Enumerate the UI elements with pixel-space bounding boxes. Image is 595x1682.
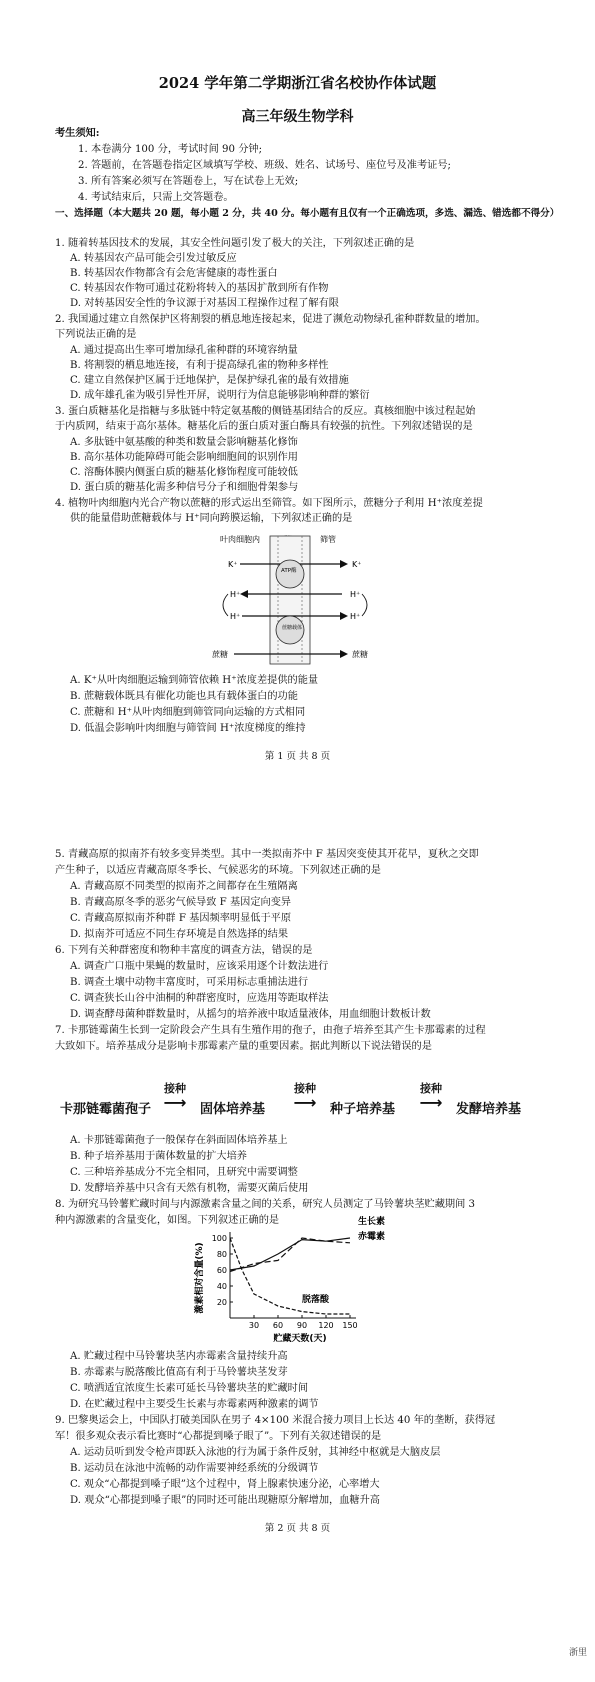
series-label: 赤霉素 (358, 1231, 386, 1242)
q6-stem: 6. 下列有关种群密度和物种丰富度的调查方法，错误的是 (55, 945, 313, 956)
q8-option: C. 喷洒适宜浓度生长素可延长马铃薯块茎的贮藏时间 (70, 1383, 309, 1394)
carrier-label: 蔗糖载体 (282, 625, 303, 631)
sucrose-right-label: 蔗糖 (352, 650, 368, 659)
x-tick-label: 30 (248, 1321, 260, 1330)
q3-stem: 3. 蛋白质糖基化是指糖与多肽链中特定氨基酸的侧链基团结合的反应。真核细胞中该过程起始 (55, 406, 476, 417)
q4-option: D. 低温会影响叶肉细胞与筛管间 H⁺浓度梯度的维持 (70, 723, 306, 734)
q8-stem: 种内源激素的含量变化，如图。下列叙述正确的是 (55, 1215, 280, 1226)
q2-option: D. 成年雄孔雀为吸引异性开屏，说明行为信息能够影响种群的繁衍 (70, 390, 370, 401)
q9-stem: 军！很多观众表示看比赛时“心都提到嗓子眼了”。下列有关叙述错误的是 (55, 1431, 382, 1442)
diagram-label-right: 筛管 (320, 535, 336, 544)
q2-option: A. 通过提高出生率可增加绿孔雀种群的环境容纳量 (70, 345, 298, 356)
arrow-right-icon: ⟶ (163, 1093, 187, 1112)
q9-option: A. 运动员听到发令枪声即跃入泳池的行为属于条件反射，其神经中枢就是大脑皮层 (70, 1447, 441, 1458)
k-right-label: K⁺ (352, 560, 362, 569)
flow-arrow (408, 1080, 454, 1110)
q1-option: B. 转基因农作物都含有会危害健康的毒性蛋白 (70, 268, 278, 279)
q4-stem: 供的能量借助蔗糖载体与 H⁺同向跨膜运输，下列叙述正确的是 (70, 513, 353, 524)
q6-option: B. 调查土壤中动物丰富度时，可采用标志重捕法进行 (70, 977, 309, 988)
q5-option: A. 青藏高原不同类型的拟南芥之间都存在生殖隔离 (70, 881, 298, 892)
arrow-right-icon: ⟶ (293, 1093, 317, 1112)
q8-option: D. 在贮藏过程中主要受生长素与赤霉素两种激素的调节 (70, 1399, 319, 1410)
q7-option: D. 发酵培养基中只含有天然有机物，需要灭菌后使用 (70, 1183, 309, 1194)
sucrose-left-label: 蔗糖 (212, 650, 228, 659)
q2-option: C. 建立自然保护区属于迁地保护，是保护绿孔雀的最有效措施 (70, 375, 349, 386)
x-tick-label: 150 (342, 1321, 358, 1330)
q8-option: B. 赤霉素与脱落酸比值高有利于马铃薯块茎发芽 (70, 1367, 288, 1378)
flow-step: 发酵培养基 (456, 1102, 522, 1117)
flow-arrow (282, 1080, 328, 1110)
flow-step: 种子培养基 (330, 1102, 396, 1117)
notice-item: 4. 考试结束后，只需上交答题卷。 (78, 192, 234, 203)
h-left-label-2: H⁺ (230, 612, 241, 621)
q8-option: A. 贮藏过程中马铃薯块茎内赤霉素含量持续升高 (70, 1351, 288, 1362)
h-right-label-2: H⁺ (350, 612, 361, 621)
q9-stem: 9. 巴黎奥运会上，中国队打破美国队在男子 4×100 米混合接力项目上长达 40 年的垄断，获得冠 (55, 1415, 496, 1426)
k-left-label: K⁺ (228, 560, 238, 569)
y-tick-label: 60 (216, 1266, 227, 1275)
section-heading: 一、选择题（本大题共 20 题，每小题 2 分，共 40 分。每小题有且仅有一个正确选项，多选、漏选、错选都不得分） (55, 208, 560, 219)
y-tick-label: 80 (216, 1250, 227, 1259)
x-tick-label: 90 (296, 1321, 308, 1330)
q4-option: B. 蔗糖载体既具有催化功能也具有载体蛋白的功能 (70, 691, 298, 702)
atp-enzyme (276, 560, 304, 588)
page-footer: 第 2 页 共 8 页 (264, 1523, 331, 1534)
q7-stem: 7. 卡那链霉菌生长到一定阶段会产生具有生殖作用的孢子，由孢子培养至其产生卡那霉素的过程 (55, 1025, 486, 1036)
q3-option: A. 多肽链中氨基酸的种类和数量会影响糖基化修饰 (70, 437, 298, 448)
exam-title: 2024 学年第二学期浙江省名校协作体试题 (158, 75, 437, 92)
q8-stem: 8. 为研究马铃薯贮藏时间与内源激素含量之间的关系，研究人员测定了马铃薯块茎贮藏期间 3 (55, 1199, 475, 1210)
q5-stem: 5. 青藏高原的拟南芥有较多变异类型。其中一类拟南芥中 F 基因突变使其开花早，夏秋之交即 (55, 849, 479, 860)
q1-stem: 1. 随着转基因技术的发展，其安全性问题引发了极大的关注，下列叙述正确的是 (55, 238, 415, 249)
x-axis-label: 贮藏天数(天) (273, 1334, 327, 1344)
notice-item: 3. 所有答案必须写在答题卷上，写在试卷上无效; (78, 176, 299, 187)
q3-option: C. 溶酶体膜内侧蛋白质的糖基化修饰程度可能较低 (70, 467, 298, 478)
q6-option: C. 调查狭长山谷中油桐的种群密度时，应选用等距取样法 (70, 993, 329, 1004)
flow-arrow-label: 接种 (164, 1082, 186, 1095)
q9-option: D. 观众“心都提到嗓子眼”的同时还可能出现糖原分解增加，血糖升高 (70, 1495, 380, 1506)
q1-option: A. 转基因农产品可能会引发过敏反应 (70, 253, 237, 264)
y-tick-label: 20 (216, 1298, 227, 1307)
h-left-label: H⁺ (230, 590, 241, 599)
transport-diagram (200, 530, 390, 670)
q4-option: A. K⁺从叶肉细胞运输到筛管依赖 H⁺浓度差提供的能量 (70, 675, 319, 686)
h-right-label: H⁺ (350, 590, 361, 599)
flow-step: 固体培养基 (200, 1102, 266, 1117)
q2-option: B. 将割裂的栖息地连接，有利于提高绿孔雀的物种多样性 (70, 360, 329, 371)
exam-subtitle: 高三年级生物学科 (241, 109, 354, 125)
q5-stem: 产生种子，以适应青藏高原冬季长、气候恶劣的环境。下列叙述正确的是 (55, 865, 381, 876)
diagram-label-left: 叶肉细胞内 (220, 535, 260, 544)
flow-arrow-label: 接种 (294, 1082, 316, 1095)
q3-option: B. 高尔基体功能障碍可能会影响细胞间的识别作用 (70, 452, 298, 463)
q6-option: A. 调查广口瓶中果蝇的数量时，应该采用逐个计数法进行 (70, 961, 329, 972)
page-footer: 第 1 页 共 8 页 (264, 751, 331, 762)
corner-watermark: 浙里 (568, 1648, 587, 1658)
atp-label: ATP酶 (281, 568, 297, 574)
notice-item: 2. 答题前，在答题卷指定区域填写学校、班级、姓名、试场号、座位号及准考证号; (78, 160, 451, 171)
page-1 (0, 0, 595, 815)
arrow-right-icon: ⟶ (419, 1093, 443, 1112)
x-tick-label: 60 (272, 1321, 284, 1330)
series-label: 生长素 (358, 1217, 386, 1227)
q6-option: D. 调查酵母菌种群数量时，从摇匀的培养液中取适量液体，用血细胞计数板计数 (70, 1009, 431, 1020)
y-tick-label: 40 (216, 1282, 227, 1291)
q9-option: C. 观众“心都提到嗓子眼”这个过程中，肾上腺素快速分泌，心率增大 (70, 1479, 380, 1490)
q3-stem: 于内质网，结束于高尔基体。糖基化后的蛋白质对蛋白酶具有较强的抗性。下列叙述错误的是 (55, 421, 473, 432)
q1-option: C. 转基因农作物可通过花粉将转入的基因扩散到所有作物 (70, 283, 329, 294)
q5-option: B. 青藏高原冬季的恶劣气候导致 F 基因定向变异 (70, 897, 292, 908)
membrane-band (270, 536, 310, 664)
culture-flow (60, 1078, 540, 1126)
q4-option: C. 蔗糖和 H⁺从叶肉细胞到筛管同向运输的方式相同 (70, 707, 306, 718)
flow-arrow-label: 接种 (420, 1082, 442, 1095)
hormone-chart (180, 1217, 410, 1346)
notice-heading: 考生须知: (55, 127, 100, 139)
q7-option: B. 种子培养基用于菌体数量的扩大培养 (70, 1151, 247, 1162)
q2-stem: 2. 我国通过建立自然保护区将割裂的栖息地连接起来，促进了濒危动物绿孔雀种群数量的增加。 (55, 314, 486, 325)
x-tick-label: 120 (318, 1321, 334, 1330)
q3-option: D. 蛋白质的糖基化需多种信号分子和细胞骨架参与 (70, 482, 299, 493)
q7-stem: 大致如下。培养基成分是影响卡那霉素产量的重要因素。据此判断以下说法错误的是 (55, 1041, 432, 1052)
q1-option: D. 对转基因安全性的争议源于对基因工程操作过程了解有限 (70, 298, 339, 309)
q4-stem: 4. 植物叶肉细胞内光合产物以蔗糖的形式运出至筛管。如下图所示，蔗糖分子利用 H⁺浓度差提 (55, 498, 483, 509)
q2-stem: 下列说法正确的是 (55, 329, 137, 340)
q7-option: C. 三种培养基成分不完全相同，且研究中需要调整 (70, 1167, 298, 1178)
q5-option: D. 拟南芥可适应不同生存环境是自然选择的结果 (70, 929, 289, 940)
q5-option: C. 青藏高原拟南芥种群 F 基因频率明显低于平原 (70, 913, 292, 924)
notice-item: 1. 本卷满分 100 分，考试时间 90 分钟; (78, 144, 263, 155)
q7-option: A. 卡那链霉菌孢子一般保存在斜面固体培养基上 (70, 1135, 288, 1146)
flow-arrow (152, 1080, 198, 1110)
y-axis-label: 激素相对含量(%) (195, 1242, 205, 1314)
q9-option: B. 运动员在泳池中流畅的动作需要神经系统的分级调节 (70, 1463, 319, 1474)
series-label: 脱落酸 (302, 1295, 330, 1305)
flow-step: 卡那链霉菌孢子 (60, 1102, 152, 1117)
y-tick-label: 100 (211, 1234, 227, 1243)
